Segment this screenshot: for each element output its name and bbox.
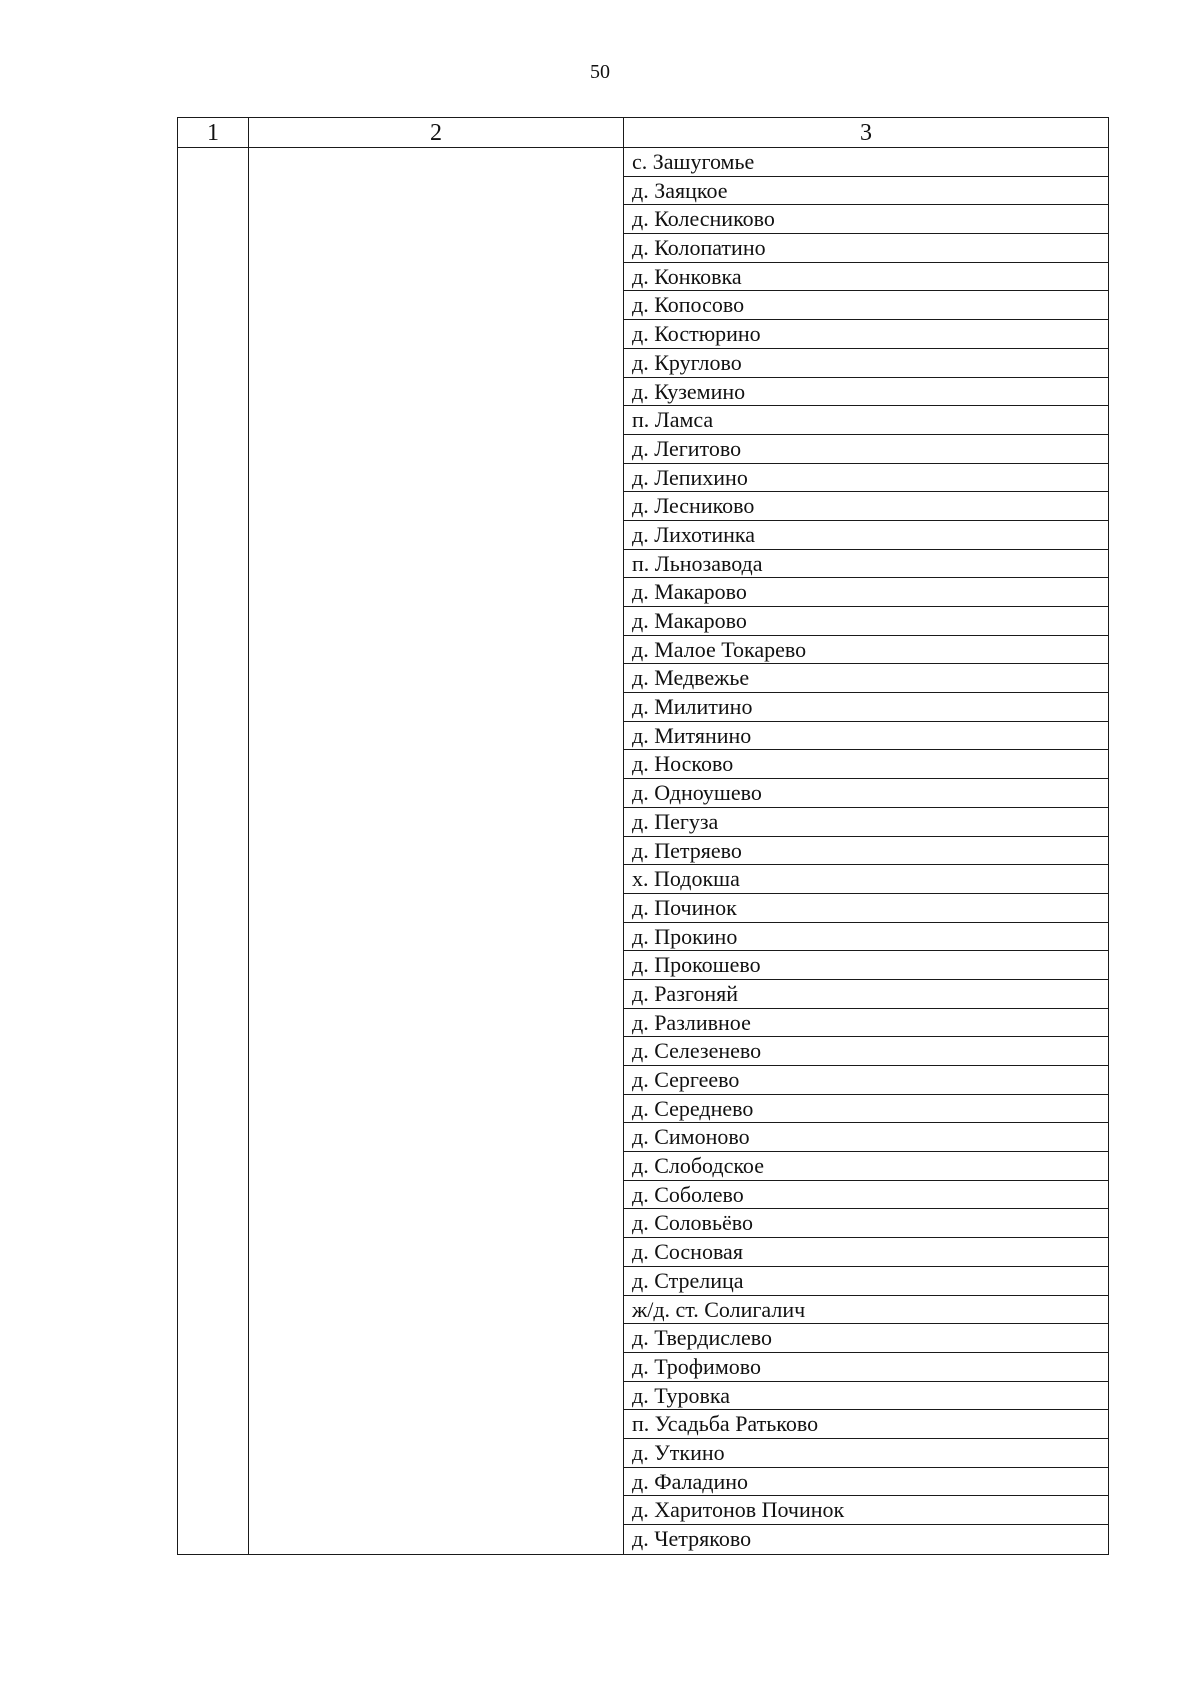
settlement-row: с. Зашугомье	[624, 148, 1108, 177]
header-col-1: 1	[178, 118, 249, 147]
settlement-row: д. Костюрино	[624, 320, 1108, 349]
settlement-row: д. Фаладино	[624, 1468, 1108, 1497]
settlement-row: д. Лесниково	[624, 492, 1108, 521]
header-col-2: 2	[249, 118, 624, 147]
page-number: 50	[590, 61, 610, 83]
settlement-row: п. Ламса	[624, 406, 1108, 435]
settlement-row: д. Круглово	[624, 349, 1108, 378]
body-col-2-empty	[249, 148, 624, 1554]
settlement-row: д. Соболево	[624, 1181, 1108, 1210]
settlements-table	[177, 117, 1109, 1555]
settlement-row: д. Лихотинка	[624, 521, 1108, 550]
settlement-row: д. Милитино	[624, 693, 1108, 722]
settlement-row: д. Разливное	[624, 1009, 1108, 1038]
settlement-row: д. Петряево	[624, 837, 1108, 866]
settlement-row: д. Середнево	[624, 1095, 1108, 1124]
settlement-row: д. Конковка	[624, 263, 1108, 292]
settlement-row: д. Разгоняй	[624, 980, 1108, 1009]
settlement-row: д. Четряково	[632, 1526, 752, 1551]
settlement-row: п. Усадьба Ратьково	[624, 1410, 1108, 1439]
settlement-row: д. Селезенево	[624, 1037, 1108, 1066]
settlement-row: д. Колопатино	[624, 234, 1108, 263]
settlement-row: д. Соловьёво	[624, 1209, 1108, 1238]
table-body-row	[178, 148, 1108, 1554]
settlement-row: д. Заяцкое	[624, 177, 1108, 206]
settlement-row: д. Починок	[624, 894, 1108, 923]
header-col-3: 3	[860, 120, 872, 146]
settlement-row: д. Слободское	[624, 1152, 1108, 1181]
settlements-list	[624, 148, 1108, 1554]
settlement-row: д. Куземино	[624, 378, 1108, 407]
body-col-1-empty	[178, 148, 249, 1554]
settlement-row: д. Макарово	[624, 607, 1108, 636]
settlement-row: д. Колесниково	[624, 205, 1108, 234]
settlement-row: д. Трофимово	[624, 1353, 1108, 1382]
settlement-row: д. Прокошево	[624, 951, 1108, 980]
settlement-row: д. Стрелица	[624, 1267, 1108, 1296]
settlement-row: д. Туровка	[624, 1382, 1108, 1411]
settlement-row: д. Макарово	[624, 578, 1108, 607]
settlement-row: д. Лепихино	[624, 464, 1108, 493]
settlement-row: х. Подокша	[624, 865, 1108, 894]
settlement-row: д. Пегуза	[624, 808, 1108, 837]
settlement-row: д. Медвежье	[624, 664, 1108, 693]
settlement-row: д. Сергеево	[624, 1066, 1108, 1095]
settlement-row: д. Одноушево	[624, 779, 1108, 808]
settlement-row: д. Малое Токарево	[624, 636, 1108, 665]
settlement-row: д. Прокино	[624, 923, 1108, 952]
table-header-row	[178, 118, 1108, 148]
settlement-row: д. Твердислево	[624, 1324, 1108, 1353]
settlement-row: д. Уткино	[624, 1439, 1108, 1468]
settlement-row: ж/д. ст. Солигалич	[624, 1296, 1108, 1325]
settlement-row: д. Носково	[624, 750, 1108, 779]
settlement-row: п. Льнозавода	[624, 550, 1108, 579]
settlement-row: д. Легитово	[624, 435, 1108, 464]
settlement-row: д. Симоново	[624, 1123, 1108, 1152]
settlement-row: д. Харитонов Починок	[624, 1496, 1108, 1525]
settlement-row: д. Митянино	[624, 722, 1108, 751]
settlement-row: д. Сосновая	[624, 1238, 1108, 1267]
settlement-row: д. Копосово	[624, 291, 1108, 320]
